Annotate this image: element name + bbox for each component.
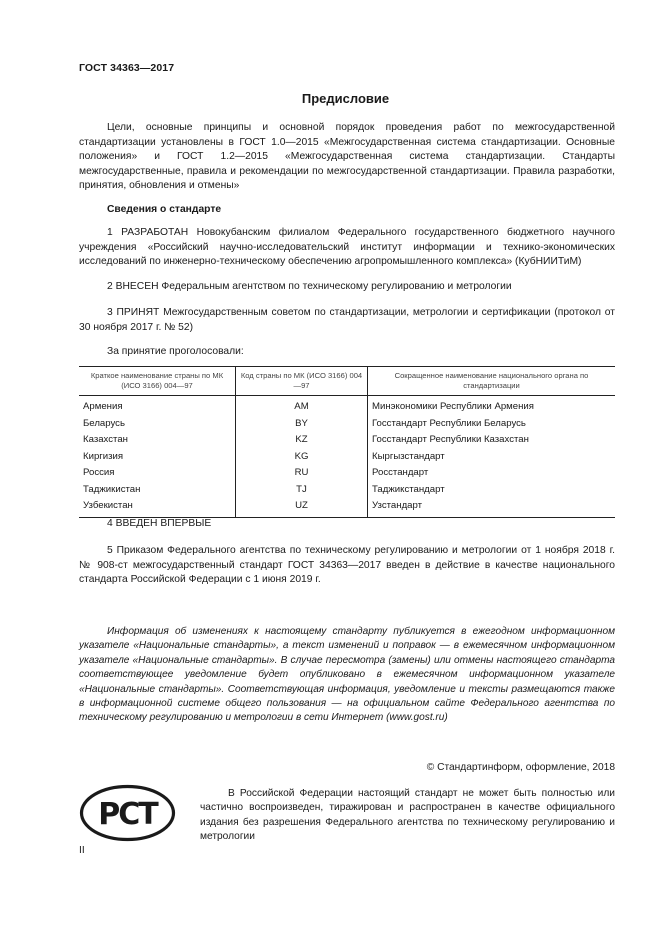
adopted-by-paragraph: 3 ПРИНЯТ Межгосударственным советом по стандартизации, метрологии и сертификации (протокол от 30 ноября 2017 г. № 52) [79,307,615,333]
page-title: Предисловие [301,91,390,106]
standards-body-cell: Таджикстандарт [368,482,616,499]
country-code-cell: AM [236,396,368,416]
voted-for-label: За принятие проголосовали: [107,346,244,357]
country-name-cell: Таджикистан [83,483,141,495]
table-row [79,465,615,482]
country-code-cell: KZ [236,432,368,449]
standards-body-cell: Узстандарт [368,498,616,517]
reproduction-notice: В Российской Федерации настоящий стандарт не может быть полностью или частично воспроизведен, тиражирован и распространен в качестве официального издания без разрешения Федерального агентства по техническому регулированию и метрологии [200,788,615,843]
table-row [79,482,615,499]
table-row [79,396,615,416]
table-row [79,432,615,449]
country-name-cell: Армения [83,401,123,413]
intro-paragraph: Цели, основные принципы и основной порядок проведения работ по межгосударственной стандартизации установлены в ГОСТ 1.0—2015 «Межгосударственная система стандартизации. Основные положения» и ГОСТ 1.2—2015 «Межгосударственная система стандартизации. Стандарты межгосударственные, правила и рекомендации по межгосударственной стандартизации. Правила разработки, принятия, обновления и отмены» [79,122,615,191]
standards-body-cell: Госстандарт Республики Казахстан [368,432,616,449]
table-row [79,449,615,466]
order-paragraph: 5 Приказом Федерального агентства по техническому регулированию и метрологии от 1 ноября 2018 г. № 908-ст межгосударственный стандарт ГОСТ 34363—2017 введен в действие в качестве национального стандарта Российской Федерации с 1 июня 2019 г. [79,545,615,585]
country-code-cell: TJ [236,482,368,499]
standard-code: ГОСТ 34363—2017 [79,62,175,74]
country-name-cell: Узбекистан [79,498,236,517]
introduced-first-paragraph: 4 ВВЕДЕН ВПЕРВЫЕ [107,518,212,529]
country-name-cell: Россия [83,467,115,479]
country-code-header: Код страны по МК (ИСО 3166) 004—97 [236,367,368,396]
page-number: II [79,845,85,856]
voting-countries-table [79,366,615,518]
gost-r-certification-mark-icon [79,784,176,842]
country-code-cell: KG [236,449,368,466]
table-header-row [79,367,615,396]
svg-text:РСТ: РСТ [98,797,157,832]
country-name-header: Краткое наименование страны по МК (ИСО 3166) 004—97 [79,367,236,396]
table-row [79,498,615,517]
copyright-line: © Стандартинформ, оформление, 2018 [426,762,615,773]
country-name-cell: Киргизия [83,450,124,462]
standards-body-cell: Росстандарт [368,465,616,482]
country-code-cell: UZ [236,498,368,517]
country-name-cell: Казахстан [83,434,128,446]
standards-body-cell: Госстандарт Республики Беларусь [368,416,616,433]
country-code-cell: BY [236,416,368,433]
country-code-cell: RU [236,465,368,482]
standards-body-header: Сокращенное наименование национального органа по стандартизации [368,367,616,396]
country-name-cell: Беларусь [83,417,125,429]
table-row [79,416,615,433]
submitted-by-paragraph: 2 ВНЕСЕН Федеральным агентством по техническому регулированию и метрологии [107,281,512,292]
changes-information-note: Информация об изменениях к настоящему стандарту публикуется в ежегодном информационном указателе «Национальные стандарты», а текст изменений и поправок — в ежемесячном информационном указателе «Национальные стандарты». В случае пересмотра (замены) или отмены настоящего стандарта соответствующее уведомление будет опубликовано в ежемесячном информационном указателе «Национальные стандарты». Соответствующая информация, уведомление и тексты размещаются также в информационной системе общего пользования — на официальном сайте Федерального агентства по техническому регулированию и метрологии в сети Интернет (www.gost.ru) [79,626,615,724]
about-standard-heading: Сведения о стандарте [107,204,222,215]
developed-by-paragraph: 1 РАЗРАБОТАН Новокубанским филиалом Федерального государственного бюджетного научного учреждения «Российский научно-исследовательский институт информации и технико-экономических исследований по инженерно-техническому обеспечению агропромышленного комплекса» (КубНИИТиМ) [79,227,615,267]
standards-body-cell: Минэкономики Республики Армения [368,396,616,416]
standards-body-cell: Кыргызстандарт [368,449,616,466]
